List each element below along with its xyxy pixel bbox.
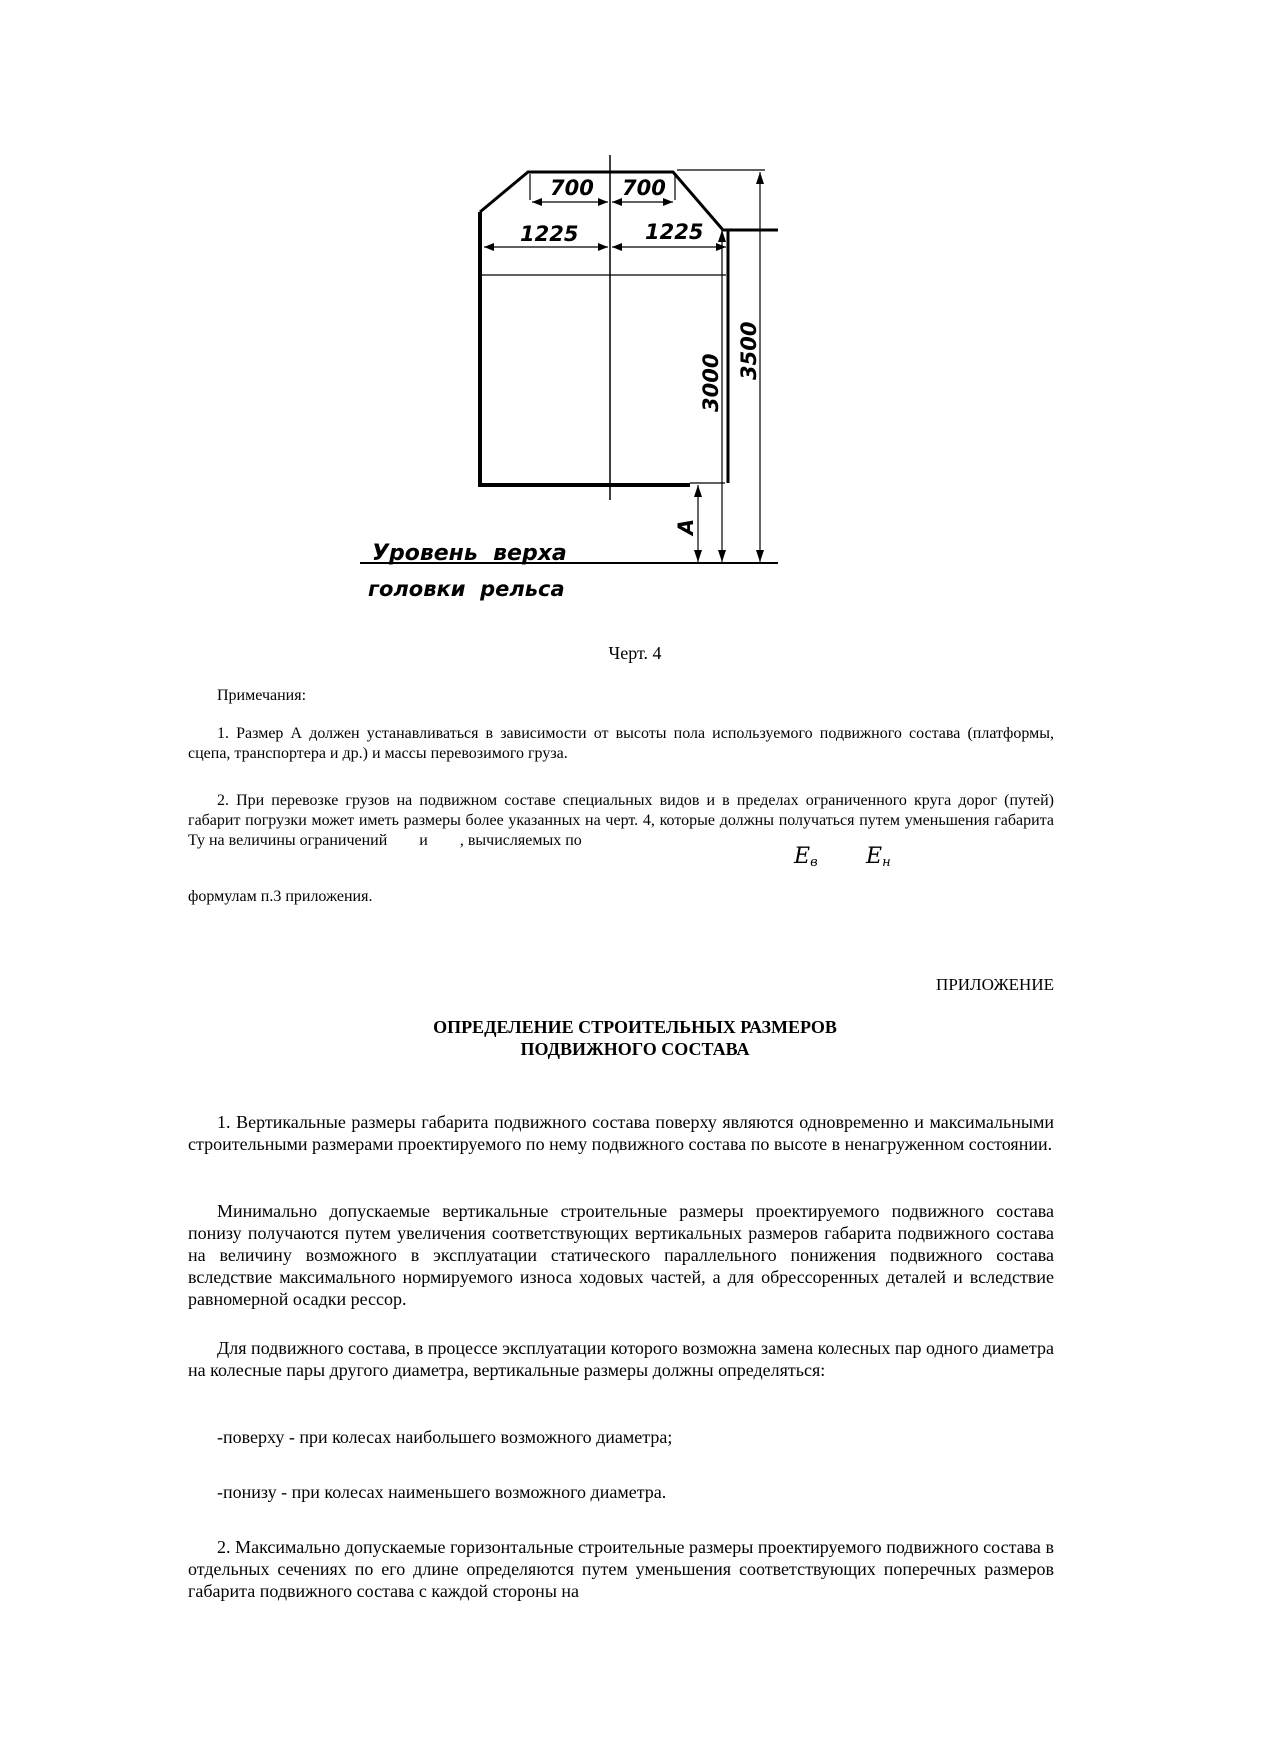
body-paragraph-3: Для подвижного состава, в процессе эксплуатации которого возможна замена колесных пар одного диаметра на колесные пары другого диаметра, вертикальные размеры должны определяться: (188, 1338, 1054, 1380)
rail-label-line1: Уровень верха (372, 541, 567, 566)
body-paragraph-6: 2. Максимально допускаемые горизонтальные строительные размеры проектируемого подвижного состава в отдельных сечениях по его длине определяются путем уменьшения соответствующих поперечных размеров габарита подвижного состава с каждой стороны на (188, 1537, 1054, 1601)
figure-caption: Черт. 4 (608, 643, 662, 663)
appendix-title-line2: ПОДВИЖНОГО СОСТАВА (520, 1039, 750, 1059)
dim-700-right: 700 (622, 176, 666, 200)
note-1: 1. Размер А должен устанавливаться в зависимости от высоты пола используемого подвижного состава (платформы, сцепа, транспортера и др.) и массы перевозимого груза. (188, 725, 1054, 762)
appendix-title (0, 1016, 1270, 1060)
dim-a: А (674, 518, 698, 535)
loading-gauge-drawing (368, 150, 900, 620)
dim-700-left: 700 (550, 176, 594, 200)
math-ev: $E_в$ (794, 844, 818, 870)
note-2: 2. При перевозке грузов на подвижном составе специальных видов и в пределах ограниченного круга дорог (путей) габарит погрузки может иметь размеры более указанных на черт. 4, которые должны получаться путем уменьшения габарита Ту на величины ограничений и , вычисляемых по (188, 792, 1058, 849)
appendix-title-line1: ОПРЕДЕЛЕНИЕ СТРОИТЕЛЬНЫХ РАЗМЕРОВ (433, 1017, 837, 1037)
note-2-end: формулам п.3 приложения. (188, 888, 373, 905)
body-paragraph-5: -понизу - при колесах наименьшего возможного диаметра. (217, 1482, 667, 1502)
gauge-outline (480, 212, 690, 485)
body-paragraph-2: Минимально допускаемые вертикальные строительные размеры проектируемого подвижного состава понизу получаются путем увеличения соответствующих вертикальных размеров габарита подвижного состава на величину возможного в эксплуатации статического параллельного понижения подвижного состава вследствие максимального нормируемого износа ходовых частей, а для обрессоренных деталей и вследствие равномерной осадки рессор. (188, 1201, 1054, 1309)
body-paragraph-1: 1. Вертикальные размеры габарита подвижного состава поверху являются одновременно и максимальными строительными размерами проектируемого по нему подвижного состава по высоте в ненагруженном состоянии. (188, 1112, 1054, 1154)
rail-label-line2: головки рельса (368, 577, 565, 601)
appendix-label: ПРИЛОЖЕНИЕ (936, 975, 1054, 994)
dim-1225-left: 1225 (520, 222, 579, 246)
math-en: $E_н$ (866, 844, 891, 870)
body-paragraph-4: -поверху - при колесах наибольшего возможного диаметра; (217, 1427, 673, 1447)
dim-1225-right: 1225 (645, 220, 704, 244)
dim-3500: 3500 (737, 321, 761, 380)
notes-heading: Примечания: (217, 687, 307, 704)
dim-3000: 3000 (699, 353, 723, 412)
